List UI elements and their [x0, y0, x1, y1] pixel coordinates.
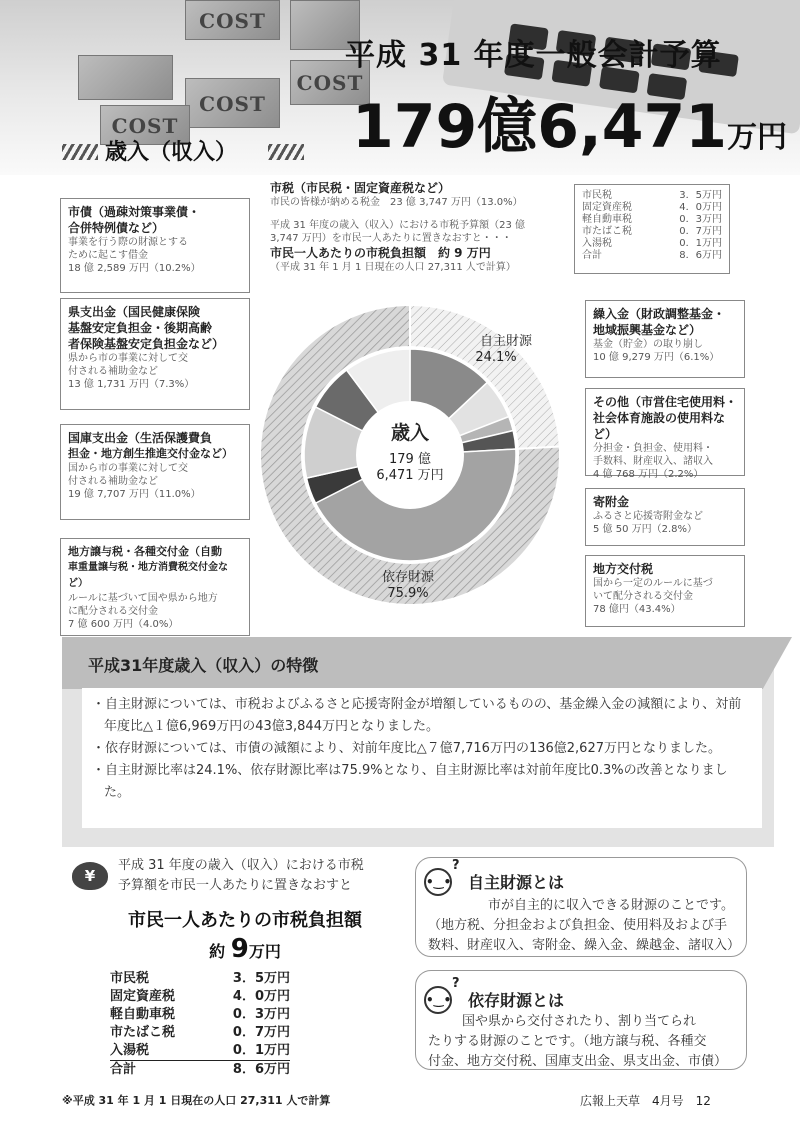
cost-block: COST — [185, 0, 280, 40]
chart-center-title: 歳入 — [390, 422, 429, 444]
box-sonota: その他（市営住宅使用料・ 社会体育施設の使用料など） 分担金・負担金、使用料・ 手数料、財産収入、諸収入 4 億 768 万円（2.2%） — [585, 388, 745, 476]
cost-block — [78, 55, 173, 100]
features-item: ・依存財源については、市債の減額により、対前年度比△７億7,716万円の136億2,627万円となりました。 — [92, 741, 721, 756]
chart-center-line2: 6,471 万円 — [376, 468, 444, 483]
features-title: 平成31年度歳入（収入）の特徴 — [88, 656, 319, 675]
box-kenshishutsu: 県支出金（国民健康保険 基盤安定負担金・後期高齢 者保険基盤安定負担金など） 県から市の事業に対して交 付される補助金など 13 億 1,731 万円（7.3%） — [60, 298, 250, 410]
features-item: ・自主財源については、市税およびふるさと応援寄附金が増額しているものの、基金繰入金の減額により、対前年度比△１億6,969万円の43億3,844万円となりました。 — [92, 697, 742, 734]
box-jouyozei: 地方譲与税・各種交付金（自動 車重量譲与税・地方消費税交付金など） ルールに基づいて国や県から地方 に配分される交付金 7 億 600 万円（4.0%） — [60, 538, 250, 636]
q1-title: 自主財源とは — [468, 873, 565, 892]
footer-publication: 広報上天草 4月号 12 — [580, 1094, 711, 1108]
features-item: ・自主財源比率は24.1%、依存財源比率は75.9%となり、自主財源比率は対前年度比0.3%の改善となりました。 — [92, 763, 728, 800]
q2-text: 国や県から交付されたり、割り当てられ たりする財源のことです。（地方譲与税、各種交 付金、地方交付税、国庫支出金、県支出金、市債） — [428, 1014, 728, 1069]
hatch-decoration — [62, 144, 98, 160]
features-body — [82, 688, 762, 828]
hatch-decoration — [268, 144, 304, 160]
bottom-footnote: ※平成 31 年 1 月 1 日現在の人口 27,311 人で計算 — [62, 1094, 331, 1107]
box-kokkoshishutsu: 国庫支出金（生活保護費負 担金・地方創生推進交付金など） 国から市の事業に対して交 付される補助金など 19 億 7,707 万円（11.0%） — [60, 424, 250, 520]
bottom-headline: 市民一人あたりの市税負担額 — [128, 910, 362, 931]
page-title: 平成 31 年度一般会計予算 — [345, 38, 722, 73]
bottom-intro: 平成 31 年度の歳入（収入）における市税 予算額を市民一人あたりに置きなおすと — [118, 858, 364, 893]
chart-center-line1: 179 億 — [389, 452, 431, 467]
thinking-face-icon: •‿• — [424, 986, 452, 1014]
total-amount: 179億6,471万円 — [352, 92, 788, 162]
dependent-label: 依存財源 — [381, 570, 434, 585]
section-label: 歳入（収入） — [105, 140, 238, 165]
q1-text: 市が自主的に収入できる財源のことです。 （地方税、分担金および負担金、使用料及および手 数料、財産収入、寄附金、繰入金、繰越金、諸収入） — [428, 898, 741, 953]
bottom-approx: 約 9万円 — [209, 934, 281, 964]
cost-block: COST — [185, 78, 280, 128]
box-kurirekin: 繰入金（財政調整基金・ 地域振興基金など） 基金（貯金）の取り崩し 10 億 9,279 万円（6.1%） — [585, 300, 745, 378]
mini-tax-table: 市民税 3．5万円 固定資産税 4．0万円 軽自動車税 0．3万円 市たばこ税 0．7万円 入湯税 0．1万円 合計 8．6万円 — [574, 184, 730, 274]
cost-block: COST — [290, 60, 370, 105]
yen-coin-icon: ¥ — [72, 862, 108, 890]
question-mark-icon: ? — [452, 858, 460, 873]
box-koufuzei: 地方交付税 国から一定のルールに基づ いて配分される交付金 78 億円（43.4%） — [585, 555, 745, 627]
own-source-pct: 24.1% — [475, 350, 517, 365]
box-shizei: 市税（市民税・固定資産税など） 市民の皆様が納める税金 23 億 3,747 万円（13.0%） 平成 31 年度の歳入（収入）における市税予算額（23 億 3,747 万円）を市民一人あたりに置きなおすと・・・ 市民一人あたりの市税負担額 約 9 万円 （平成 31 年 1 月 1 日現在の人口 27,311 人で計算） — [270, 181, 525, 273]
box-kifukin: 寄附金 ふるさと応援寄附金など 5 億 50 万円（2.8%） — [585, 488, 745, 546]
own-source-label: 自主財源 — [479, 334, 532, 349]
question-mark-icon: ? — [452, 976, 460, 991]
box-shisai: 市債（過疎対策事業債・ 合併特例債など） 事業を行う際の財源とする ために起こす借金 18 億 2,589 万円（10.2%） — [60, 198, 250, 293]
cost-block: COST — [100, 105, 190, 145]
q2-title: 依存財源とは — [468, 991, 565, 1010]
bottom-tax-table: 市民税 3．5万円 固定資産税 4．0万円 軽自動車税 0．3万円 市たばこ税 0．7万円 入湯税 0．1万円 合計 8．6万円 — [110, 971, 290, 1077]
thinking-face-icon: •‿• — [424, 868, 452, 896]
dependent-pct: 75.9% — [387, 586, 429, 601]
